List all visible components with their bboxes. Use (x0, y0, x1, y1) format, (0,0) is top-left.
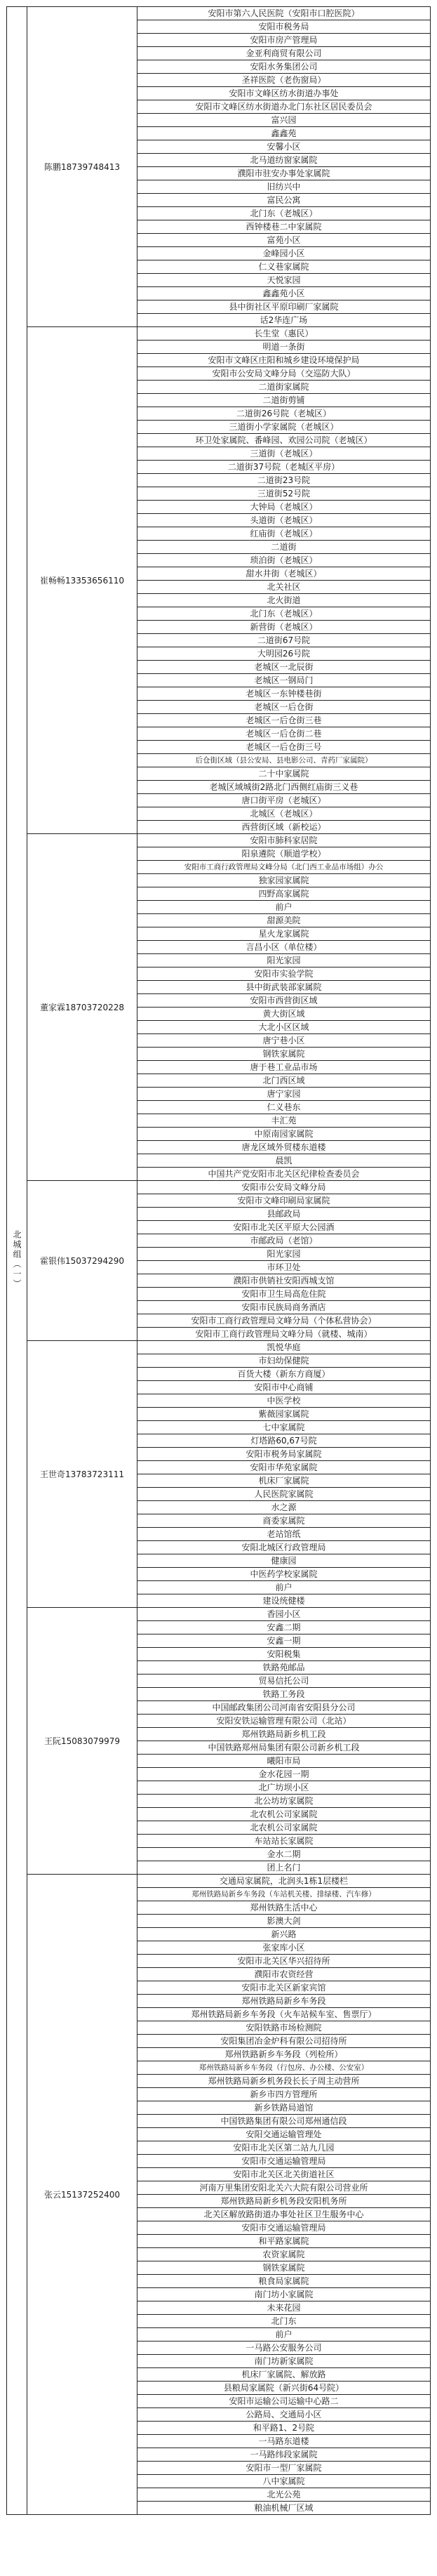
place-cell: 阳光家园 (137, 1248, 431, 1261)
place-cell: 金峰园小区 (137, 247, 431, 260)
place-cell: 话2华连广场 (137, 314, 431, 327)
place-cell: 唐于巷工业品市场 (137, 1061, 431, 1074)
place-cell: 安阳市第六人民医院（安阳市口腔医院） (137, 7, 431, 20)
place-cell: 中国铁路集团有限公司郑州通信段 (137, 2115, 431, 2128)
place-cell: 曦阳市局 (137, 1755, 431, 1768)
place-cell: 北火街道 (137, 594, 431, 607)
place-cell: 安阳市税务局家属院 (137, 1448, 431, 1461)
place-cell: 安阳市房产管理局 (137, 34, 431, 47)
place-cell: 鑫鑫苑 (137, 127, 431, 140)
place-cell: 富苑小区 (137, 234, 431, 247)
place-cell: 市妇幼保健院 (137, 1354, 431, 1368)
person-name: 霍银伟15037294290 (27, 1181, 137, 1341)
place-cell: 安阳市西营街区域 (137, 994, 431, 1008)
place-cell: 粮油机械厂区域 (137, 2502, 431, 2515)
place-cell: 建设统健楼 (137, 1594, 431, 1608)
place-cell: 中医学校 (137, 1394, 431, 1408)
place-cell: 北马道纺窗家属院 (137, 154, 431, 167)
place-cell: 人民医院家属院 (137, 1488, 431, 1501)
place-cell: 和平路1、2号院 (137, 2422, 431, 2435)
duty-roster-table (6, 6, 431, 2515)
place-cell: 北门东（老城区） (137, 207, 431, 220)
place-cell: 大钟局（老城区） (137, 501, 431, 514)
place-cell: 阳泉遴院（顺道学校） (137, 847, 431, 861)
place-cell: 安阳安铁运输管理有限公司（北站） (137, 1715, 431, 1728)
place-cell: 红庙街（老城区） (137, 527, 431, 541)
place-cell: 老城区一后仓街三号 (137, 741, 431, 754)
place-cell: 金水二期 (137, 1848, 431, 1861)
place-cell: 郑州铁路局新乡机务段安阳机务所 (137, 2195, 431, 2208)
place-cell: 灯塔路60,67号院 (137, 1434, 431, 1448)
place-cell: 四野高家属院 (137, 887, 431, 901)
place-cell: 郑州铁路生活中心 (137, 1901, 431, 1915)
place-cell: 圣祥医院（老伤窗局） (137, 74, 431, 87)
place-cell: 县邮政局 (137, 1208, 431, 1221)
place-cell: 北关社区 (137, 581, 431, 594)
place-cell: 老站馆纸 (137, 1528, 431, 1541)
place-cell: 安阳市公安局文峰分局（交巡防大队） (137, 367, 431, 381)
place-cell: 旧纺兴中 (137, 180, 431, 194)
place-cell: 铁路工务段 (137, 1688, 431, 1701)
place-cell: 健康园 (137, 1554, 431, 1568)
place-cell: 二道街37号院（老城区平房） (137, 461, 431, 474)
place-cell: 二道街家属院 (137, 381, 431, 394)
place-cell: 新兴路 (137, 1928, 431, 1941)
place-cell: 安阳交通运输管理处 (137, 2128, 431, 2141)
table-row (7, 1181, 431, 1194)
place-cell: 唐宁家园 (137, 1088, 431, 1101)
place-cell: 安阳市肺科家居院 (137, 834, 431, 847)
place-cell: 安阳市卫生局高危住院 (137, 1288, 431, 1301)
place-cell: 头道街（老城区） (137, 514, 431, 527)
place-cell: 郑州铁路新乡车务段（列检所） (137, 2048, 431, 2061)
place-cell: 二十中家属院 (137, 767, 431, 781)
place-cell: 贸易信托公司 (137, 1675, 431, 1688)
place-cell: 二道街26号院（老城区） (137, 407, 431, 421)
table-row (7, 1341, 431, 1354)
place-cell: 老城区一钢局门 (137, 674, 431, 687)
place-cell: 北农机公司家属院 (137, 1821, 431, 1835)
place-cell: 北光公苑 (137, 2488, 431, 2502)
place-cell: 中原南园家属院 (137, 1128, 431, 1141)
place-cell: 安阳税集 (137, 1648, 431, 1661)
place-cell: 新乡铁路局道馆 (137, 2101, 431, 2115)
place-cell: 北门东 (137, 2315, 431, 2328)
place-cell: 阳光家园 (137, 954, 431, 967)
place-cell: 安馨小区 (137, 140, 431, 154)
place-cell: 车站站长家属院 (137, 1835, 431, 1848)
place-cell: 市邮政局（老馆） (137, 1234, 431, 1248)
place-cell: 安阳北城区行政管理局 (137, 1541, 431, 1554)
place-cell: 三道街52号院 (137, 487, 431, 501)
place-cell: 郑州铁路局新乡机工段 (137, 1728, 431, 1741)
place-cell: 安阳市公安局文峰分局 (137, 1181, 431, 1194)
place-cell: 仁义巷家属院 (137, 260, 431, 274)
place-cell: 安阳水务集团公司 (137, 60, 431, 74)
place-cell: 安阳市民族局商务酒店 (137, 1301, 431, 1314)
place-cell: 和平路家属院 (137, 2235, 431, 2248)
place-cell: 富兴园 (137, 114, 431, 127)
place-cell: 安阳市税务局 (137, 20, 431, 34)
place-cell: 安阳市交通运输管理局 (137, 2221, 431, 2235)
place-cell: 南门坊小家属院 (137, 2288, 431, 2301)
place-cell: 二道街67号院 (137, 634, 431, 647)
place-cell: 安鑫一期 (137, 1634, 431, 1648)
person-name: 崔畅畅13353656110 (27, 327, 137, 834)
place-cell: 濮阳市农资经营 (137, 1968, 431, 1981)
place-cell: 大明园26号院 (137, 647, 431, 661)
place-cell: 香园小区 (137, 1608, 431, 1621)
place-cell: 前户 (137, 1581, 431, 1594)
place-cell: 安阳市文峰区纺水街道办北门东社区居民委员会 (137, 100, 431, 114)
place-cell: 粮食局家属院 (137, 2275, 431, 2288)
place-cell: 安阳市运输公司运输中心路二 (137, 2395, 431, 2408)
place-cell: 南门坊新家属院 (137, 2355, 431, 2368)
place-cell: 一马路东道楼 (137, 2435, 431, 2448)
place-cell: 丰汇苑 (137, 1114, 431, 1128)
place-cell: 农资家属院 (137, 2248, 431, 2261)
place-cell: 星火龙家属院 (137, 927, 431, 941)
place-cell: 安阳市一型厂家属院 (137, 2462, 431, 2475)
place-cell: 团上名门 (137, 1861, 431, 1875)
place-cell: 环卫处家属院、番峰园、欢园公司院（老城区） (137, 434, 431, 447)
place-cell: 安阳市文峰区庄阳和城乡建设环境保护局 (137, 354, 431, 367)
place-cell: 北公坊坊家属院 (137, 1795, 431, 1808)
place-cell: 晨凯 (137, 1154, 431, 1168)
place-cell: 唐口街平房（老城区） (137, 794, 431, 807)
person-name: 王阮15083079979 (27, 1608, 137, 1875)
place-cell: 甜源美院 (137, 914, 431, 927)
place-cell: 安鑫二期 (137, 1621, 431, 1634)
place-cell: 唐龙区域外贸楼东道楼 (137, 1141, 431, 1154)
table-row (7, 327, 431, 341)
place-cell: 安阳市华苑家属院 (137, 1461, 431, 1474)
place-cell: 一马路纬段家属院 (137, 2448, 431, 2462)
person-name: 陈鹏18739748413 (27, 7, 137, 327)
place-cell: 新乡市四方管理所 (137, 2088, 431, 2101)
place-cell: 郑州铁路局新乡机务段长长子周主动营所 (137, 2075, 431, 2088)
place-cell: 富民公寓 (137, 194, 431, 207)
place-cell: 安阳市北关区第二站九几园 (137, 2141, 431, 2155)
place-cell: 钢铁家属院 (137, 1048, 431, 1061)
place-cell: 钢铁家属院 (137, 2261, 431, 2275)
place-cell: 县中街武装部家属院 (137, 981, 431, 994)
place-cell: 郑州铁路局新乡车务段（行包房、办公楼、公安室） (137, 2061, 431, 2075)
place-cell: 新营街（老城区） (137, 621, 431, 634)
place-cell: 琐泊街（老城区） (137, 554, 431, 567)
place-cell: 三道街（老城区） (137, 447, 431, 461)
place-cell: 老城区一北辰街 (137, 661, 431, 674)
place-cell: 甜水井街（老城区） (137, 567, 431, 581)
place-cell: 独家园家属院 (137, 874, 431, 887)
place-cell: 机床厂家属院、解放路 (137, 2368, 431, 2382)
place-cell: 紫薇园家属院 (137, 1408, 431, 1421)
place-cell: 商委家属院 (137, 1514, 431, 1528)
place-cell: 郑州铁路局新乡车务段（火车站候车室、售票厅） (137, 2008, 431, 2021)
place-cell: 机床厂家属院 (137, 1474, 431, 1488)
place-cell: 中国铁路郑州局集团有限公司新乡机工段 (137, 1741, 431, 1755)
place-cell: 西营街区域（新校运） (137, 821, 431, 834)
place-cell: 北城区（老城区） (137, 807, 431, 821)
place-cell: 安阳集团冶金炉科有限公司招待所 (137, 2035, 431, 2048)
place-cell: 市环卫处 (137, 1261, 431, 1274)
place-cell: 安阳市中心商铺 (137, 1381, 431, 1394)
place-cell: 前户 (137, 901, 431, 914)
place-cell: 七中家属院 (137, 1421, 431, 1434)
place-cell: 老城区域城街2路北门西侧红庙街三义巷 (137, 781, 431, 794)
place-cell: 安阳市工商行政管理局文峰分局（就楼、城南） (137, 1328, 431, 1341)
table-row (7, 1875, 431, 1888)
duty-roster-sheet (6, 6, 431, 2569)
table-row (7, 1608, 431, 1621)
place-cell: 郑州铁路局新乡车务段（车站机关楼、排绿楼、汽车修） (137, 1888, 431, 1901)
place-cell: 北广坊坝小区 (137, 1781, 431, 1795)
place-cell: 张家库小区 (137, 1941, 431, 1955)
place-cell: 公路局、交通局小区 (137, 2408, 431, 2422)
place-cell: 安阳市文峰印刷局家属院 (137, 1194, 431, 1208)
place-cell: 北关区解放路街道办事处社区卫生服务中心 (137, 2208, 431, 2221)
place-cell: 仁义巷东 (137, 1101, 431, 1114)
place-cell: 长生堂（惠民） (137, 327, 431, 341)
place-cell: 未来花园 (137, 2301, 431, 2315)
place-cell: 三道街小学家属院（老城区） (137, 421, 431, 434)
place-cell: 北门西区域 (137, 1074, 431, 1088)
place-cell: 县中街社区平原印刷厂家属院 (137, 300, 431, 314)
place-cell: 县粮局家属院（新兴街64号院） (137, 2382, 431, 2395)
place-cell: 安阳市北关区新家宾馆 (137, 1981, 431, 1995)
place-cell: 安阳市实验学院 (137, 967, 431, 981)
place-cell: 二道街剪铺 (137, 394, 431, 407)
person-name: 王世奇13783723111 (27, 1341, 137, 1608)
place-cell: 安阳市北关区北关街道社区 (137, 2168, 431, 2181)
place-cell: 水之源 (137, 1501, 431, 1514)
place-cell: 明道一条街 (137, 341, 431, 354)
place-cell: 老城区一后仓街三巷 (137, 714, 431, 727)
person-name: 张云15137252400 (27, 1875, 137, 2515)
place-cell: 中国共产党安阳市北关区纪律检查委员会 (137, 1168, 431, 1181)
place-cell: 一马路公安服务公司 (137, 2341, 431, 2355)
place-cell: 天悦家园 (137, 274, 431, 287)
group-label (7, 7, 27, 2515)
place-cell: 郑州铁路局新乡车务段 (137, 1995, 431, 2008)
place-cell: 北门东（老城区） (137, 607, 431, 621)
place-cell: 老城区一后仓街二巷 (137, 727, 431, 741)
place-cell: 老城区一东钟楼巷街 (137, 687, 431, 701)
place-cell: 言昌小区（单位楼） (137, 941, 431, 954)
place-cell: 西钟楼巷二中家属院 (137, 220, 431, 234)
place-cell: 二道街 (137, 541, 431, 554)
place-cell: 二道街23号院 (137, 474, 431, 487)
place-cell: 影澳大剑 (137, 1915, 431, 1928)
place-cell: 鑫鑫苑小区 (137, 287, 431, 300)
place-cell: 八中家属院 (137, 2475, 431, 2488)
place-cell: 安阳市北关区平原大公园酒 (137, 1221, 431, 1234)
place-cell: 北农机公司家属院 (137, 1808, 431, 1821)
place-cell: 大北小区区域 (137, 1021, 431, 1034)
place-cell: 老城区一后仓街 (137, 701, 431, 714)
place-cell: 中医药学校家属院 (137, 1568, 431, 1581)
group-label-text: 北城组（一） (12, 1230, 22, 1289)
place-cell: 铁路苑邮品 (137, 1661, 431, 1675)
table-row (7, 7, 431, 20)
person-name: 董家霖18703720228 (27, 834, 137, 1181)
place-cell: 中国邮政集团公司河南省安阳县分公司 (137, 1701, 431, 1715)
place-cell: 唐宁巷小区 (137, 1034, 431, 1048)
place-cell: 交通局家属院，北润头1栋1层楼栏 (137, 1875, 431, 1888)
place-cell: 金亚利商贸有限公司 (137, 47, 431, 60)
place-cell: 百货大楼（新东方商厦） (137, 1368, 431, 1381)
place-cell: 前户 (137, 2328, 431, 2341)
table-row (7, 834, 431, 847)
place-cell: 安阳市北关区华兴招待所 (137, 1955, 431, 1968)
place-cell: 濮阳市驻安办事处家属院 (137, 167, 431, 180)
place-cell: 金水花园一期 (137, 1768, 431, 1781)
place-cell: 凯悦华庭 (137, 1341, 431, 1354)
place-cell: 河南万里集团安阳北关六大院有限公司营业所 (137, 2181, 431, 2195)
place-cell: 濮阳市供销社安阳西城支馆 (137, 1274, 431, 1288)
place-cell: 安阳铁路市场检测院 (137, 2021, 431, 2035)
place-cell: 安阳市交通运输管理局 (137, 2155, 431, 2168)
place-cell: 黄大街区域 (137, 1008, 431, 1021)
place-cell: 安阳市工商行政管理局文峰分局（北门西工业品市场组）办公 (137, 861, 431, 874)
place-cell: 安阳市工商行政管理局文峰分局（个体私营协会） (137, 1314, 431, 1328)
place-cell: 安阳市文峰区纺水街道办事处 (137, 87, 431, 100)
place-cell: 后仓街区域（县公安局、县电影公司、青药厂家属院） (137, 754, 431, 767)
